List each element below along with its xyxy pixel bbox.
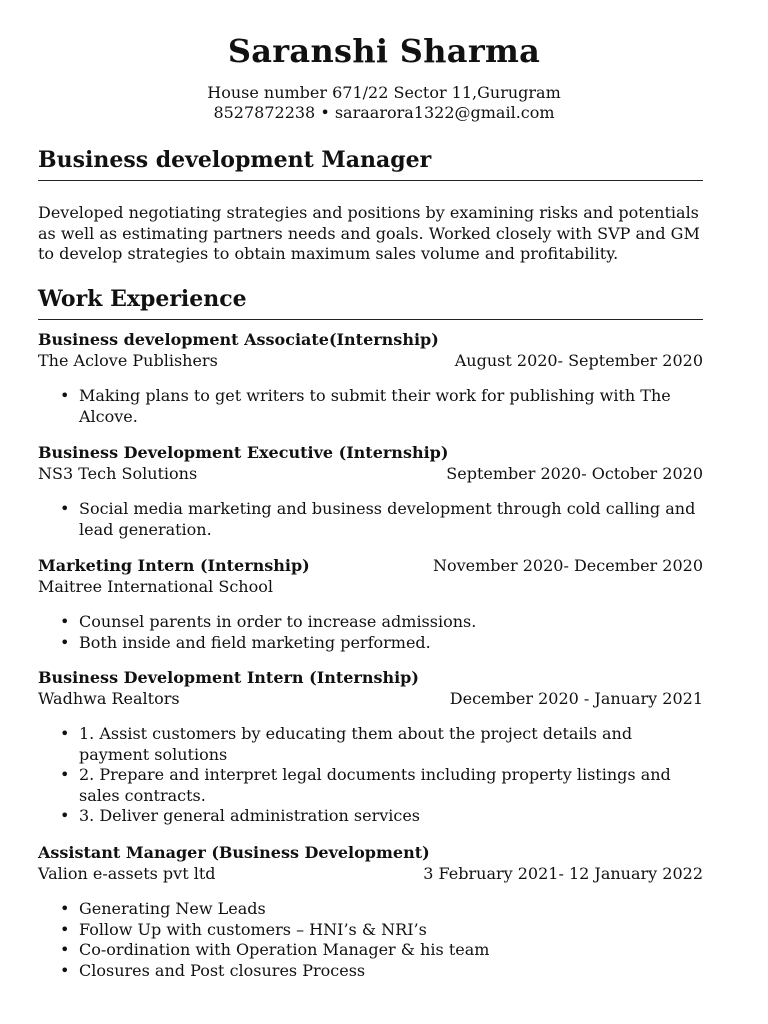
professional-title-heading: Business development Manager [38,147,703,181]
job-dates: December 2020 - January 2021 [449,688,703,708]
job-bullet-list [38,612,703,653]
job-meta-row [38,464,703,485]
job-bullet: • Follow Up with customers – HNI’s & NRI’s [79,920,703,941]
job-bullet: • 2. Prepare and interpret legal documents including property listings and sales contracts. [79,765,703,806]
address-line: House number 671/22 Sector 11,Gurugram [207,83,561,102]
job-bullet-list [38,499,703,540]
job-entry [38,556,703,653]
job-dates: 3 February 2021- 12 January 2022 [423,863,703,883]
job-bullet: • Counsel parents in order to increase admissions. [79,612,703,633]
job-bullet-list [38,724,703,827]
job-meta-row [38,577,703,598]
job-company: NS3 Tech Solutions [38,463,198,483]
job-role: Marketing Intern (Internship) [38,556,310,575]
job-company: Maitree International School [38,576,273,596]
job-header-row [38,668,703,689]
job-bullet: • Both inside and field marketing performed. [79,633,703,654]
job-header-row [38,843,703,864]
job-role: Business Development Executive (Internship) [38,443,449,462]
job-company: The Aclove Publishers [38,350,218,370]
candidate-name: Saranshi Sharma [227,32,541,70]
job-bullet-list [38,386,703,427]
job-dates: September 2020- October 2020 [446,463,703,483]
job-bullet: • Co-ordination with Operation Manager & his team [79,940,703,961]
work-experience-heading: Work Experience [38,286,703,320]
job-entry [38,443,703,540]
job-entry [38,668,703,827]
job-meta-row [38,689,703,710]
job-bullet: • Closures and Post closures Process [79,961,703,982]
job-header-row [38,556,703,577]
contact-line: 8527872238 • saraarora1322@gmail.com [213,103,555,122]
job-meta-row [38,351,703,372]
job-entry [38,843,703,981]
job-bullet: • 3. Deliver general administration services [79,806,703,827]
job-company: Valion e-assets pvt ltd [38,863,216,883]
job-role: Business Development Intern (Internship) [38,668,419,687]
job-bullet: • Generating New Leads [79,899,703,920]
job-bullet: • 1. Assist customers by educating them about the project details and payment solutions [79,724,703,765]
job-entry [38,330,703,427]
job-dates: November 2020- December 2020 [432,556,703,575]
job-bullet: • Making plans to get writers to submit their work for publishing with The Alcove. [79,386,703,427]
job-bullet: • Social media marketing and business development through cold calling and lead generation. [79,499,703,540]
job-bullet-list [38,899,703,981]
job-meta-row [38,864,703,885]
job-dates: August 2020- September 2020 [454,350,703,370]
job-header-row [38,443,703,464]
job-role: Assistant Manager (Business Development) [38,843,430,862]
job-company: Wadhwa Realtors [38,688,180,708]
professional-summary: Developed negotiating strategies and positions by examining risks and potentials as well as estimating partners needs and goals. Worked closely with SVP and GM to develop strategies to obtain maximum sales volume and profitability. [38,203,700,263]
job-header-row [38,330,703,351]
job-role: Business development Associate(Internship) [38,330,439,349]
